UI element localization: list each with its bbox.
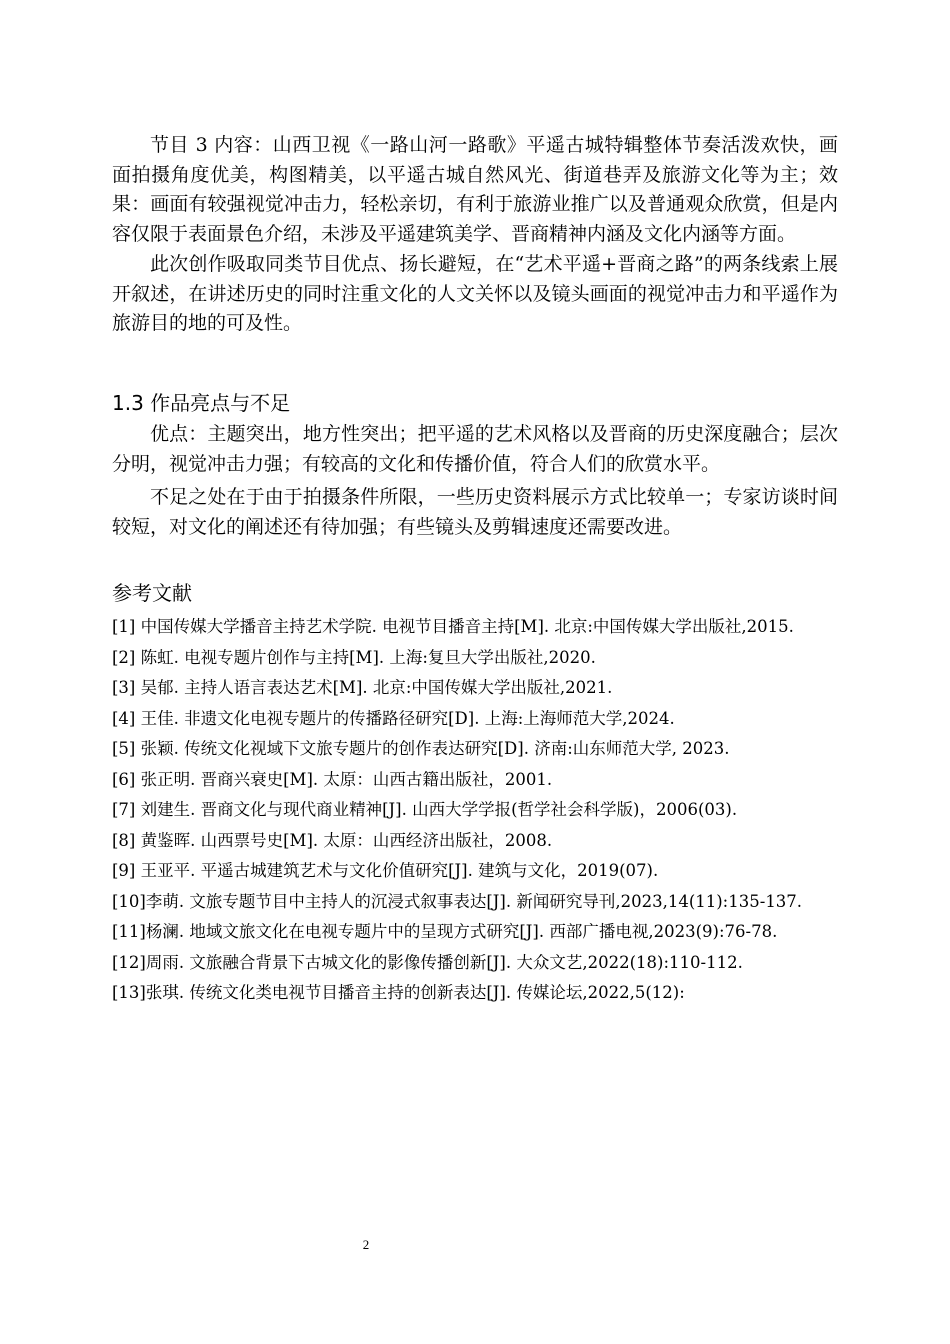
reference-item: [11]杨澜. 地域文旅文化在电视专题片中的呈现方式研究[J]. 西部广播电视,2023(9):76-78. bbox=[112, 922, 778, 941]
reference-list bbox=[112, 612, 842, 1009]
reference-item: [2] 陈虹. 电视专题片创作与主持[M]. 上海:复旦大学出版社,2020. bbox=[112, 647, 596, 667]
reference-item: [9] 王亚平. 平遥古城建筑艺术与文化价值研究[J]. 建筑与文化，2019(07). bbox=[112, 861, 659, 880]
reference-item: [6] 张正明. 晋商兴衰史[M]. 太原：山西古籍出版社，2001. bbox=[112, 769, 553, 789]
strengths-paragraph: 优点：主题突出，地方性突出；把平遥的艺术风格以及晋商的历史深度融合；层次分明，视觉冲击力强；有较高的文化和传播价值，符合人们的欣赏水平。 bbox=[112, 423, 838, 475]
reference-item: [8] 黄鉴晖. 山西票号史[M]. 太原：山西经济出版社，2008. bbox=[112, 830, 553, 850]
reference-item: [4] 王佳. 非遗文化电视专题片的传播路径研究[D]. 上海:上海师范大学,2024. bbox=[112, 708, 675, 728]
reference-item: [5] 张颖. 传统文化视域下文旅专题片的创作表达研究[D]. 济南:山东师范大学, 2023. bbox=[112, 739, 730, 758]
reference-item: [13]张琪. 传统文化类电视节目播音主持的创新表达[J]. 传媒论坛,2022,5(12): bbox=[112, 983, 685, 1002]
program3-paragraph: 节目 3 内容：山西卫视《一路山河一路歌》平遥古城特辑整体节奏活泼欢快，画面拍摄角度优美，构图精美，以平遥古城自然风光、街道巷弄及旅游文化等为主；效果：画面有较强视觉冲击力，轻松亲切，有利于旅游业推广以及普通观众欣赏，但是内容仅限于表面景色介绍，未涉及平遥建筑美学、晋商精神内涵及文化内涵等方面。 bbox=[112, 134, 838, 245]
creation-paragraph: 此次创作吸取同类节目优点、扬长避短，在“艺术平遥+晋商之路”的两条线索上展开叙述，在讲述历史的同时注重文化的人文关怀以及镜头画面的视觉冲击力和平遥作为旅游目的地的可及性。 bbox=[112, 253, 838, 334]
section-heading-1-3: 1.3 作品亮点与不足 bbox=[112, 391, 291, 415]
reference-item: [7] 刘建生. 晋商文化与现代商业精神[J]. 山西大学学报(哲学社会科学版)，2006(03). bbox=[112, 800, 738, 819]
reference-item: [1] 中国传媒大学播音主持艺术学院. 电视节目播音主持[M]. 北京:中国传媒大学出版社,2015. bbox=[112, 617, 794, 636]
weaknesses-paragraph: 不足之处在于由于拍摄条件所限，一些历史资料展示方式比较单一；专家访谈时间较短，对文化的阐述还有待加强；有些镜头及剪辑速度还需要改进。 bbox=[112, 486, 838, 538]
page-number: 2 bbox=[362, 1237, 370, 1252]
reference-item: [10]李萌. 文旅专题节目中主持人的沉浸式叙事表达[J]. 新闻研究导刊,2023,14(11):135-137. bbox=[112, 891, 803, 911]
reference-item: [12]周雨. 文旅融合背景下古城文化的影像传播创新[J]. 大众文艺,2022(18):110-112. bbox=[112, 952, 743, 972]
reference-item: [3] 吴郁. 主持人语言表达艺术[M]. 北京:中国传媒大学出版社,2021. bbox=[112, 678, 613, 697]
references-heading: 参考文献 bbox=[112, 581, 192, 605]
